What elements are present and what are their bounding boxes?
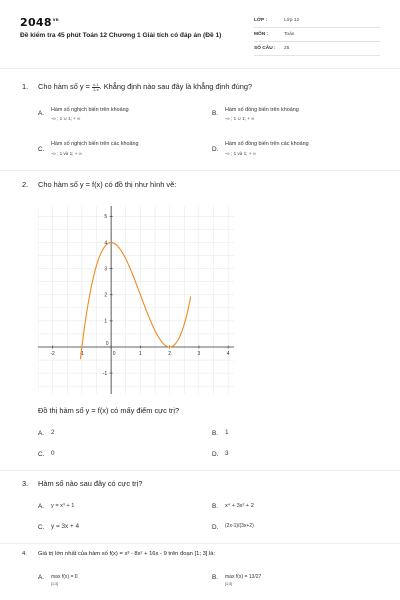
- meta-class: LỚP : Lớp 12: [254, 14, 380, 28]
- divider: [0, 170, 400, 171]
- y-tick-label: 1: [104, 318, 108, 325]
- y-tick-label: 3: [104, 266, 108, 273]
- x-tick-label: 1: [138, 351, 142, 357]
- x-tick-label: 0: [112, 351, 116, 357]
- divider: [0, 470, 400, 471]
- x-tick-label: -1: [79, 351, 85, 357]
- x-tick-label: 3: [197, 351, 201, 357]
- question-3-stem: Hàm số nào sau đây có cực trị?: [38, 479, 143, 488]
- x-tick-label: 2: [168, 351, 172, 357]
- meta-subject: MÔN : Toán: [254, 28, 380, 42]
- y-tick-label: 4: [104, 240, 108, 247]
- y-tick-label: -1: [102, 370, 108, 377]
- y-tick-label: 2: [104, 292, 108, 299]
- y-tick-label: 0: [105, 341, 109, 347]
- x-tick-label: 4: [226, 351, 230, 357]
- divider: [0, 68, 400, 69]
- divider: [0, 543, 400, 544]
- site-logo[interactable]: $2048^{vn}$: [20, 16, 59, 29]
- fraction: $\frac{x-1}{1-x}$: [93, 81, 99, 92]
- x-tick-label: -2: [50, 351, 55, 357]
- y-tick-label: 5: [104, 214, 108, 221]
- document-meta: [254, 14, 380, 56]
- document-title: Đề kiểm tra 45 phút Toán 12 Chương 1 Giải tích có đáp án (Đề 1): [20, 32, 222, 39]
- function-curve: [80, 243, 190, 360]
- question-2-stem: Cho hàm số y = f(x) có đồ thị như hình vẽ:: [38, 180, 177, 189]
- document-header: [20, 14, 380, 74]
- function-graph: [38, 206, 234, 394]
- meta-question-count: SỐ CÂU : 25: [254, 42, 380, 56]
- question-1-stem: Cho hàm số y = $\frac{x-1}{1-x}$ . Khẳng định nào sau đây là khẳng định đúng?: [38, 81, 253, 92]
- question-4-stem: Giá trị lớn nhất của hàm số f(x) = x³ - 8x² + 16x - 9 trên đoạn [1; 3] là:: [38, 551, 216, 557]
